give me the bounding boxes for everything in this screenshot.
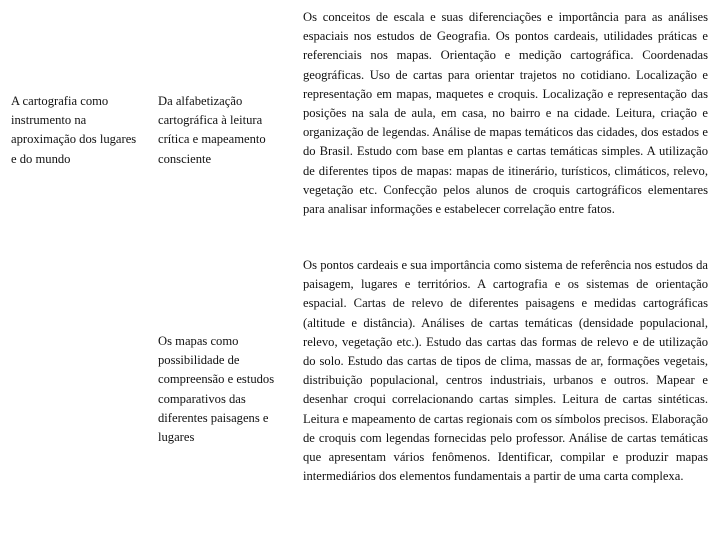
object-cell-2: Os mapas como possibilidade de compreensão e estudos comparativos das diferentes paisagens e lugares (158, 334, 275, 445)
skills-cell-2: Os pontos cardeais e sua importância como sistema de referência nos estudos da paisagem, lugares e territórios. A cartografia e os sistemas de orientação espacial. Cartas de relevo de diferentes paisagens e medidas cartográficas (altitude e distância). Análises de cartas temáticas (densidade populacional, relevo, vegetação etc.). Estudo das cartas das formas de relevo e de utilização do solo. Estudo das cartas de tipos de clima, massas de ar, formações vegetais, distribuição populacional, centros industriais, urbanos e outros. Mapear e desenhar croqui correlacionando cartas simples. Leitura de cartas sintéticas. Leitura e mapeamento de cartas regionais com os símbolos precisos. Elaboração de croquis com legendas fornecidas pelo professor. Análise de cartas temáticas que apresentam vários fenômenos. Identificar, compilar e produzir mapas intermediários dos elementos fundamentais a partir de uma carta complexa. (303, 258, 708, 484)
skills-cell-1: Os conceitos de escala e suas diferenciações e importância para as análises espaciais nos estudos de Geografia. Os pontos cardeais, utilidades práticas e referenciais nos mapas. Orientação e medição cartográfica. Coordenadas geográficas. Uso de cartas para orientar trajetos no cotidiano. Localização e representação em mapas, maquetes e croquis. Localização e representação das posições na sala de aula, em casa, no bairro e na cidade. Leitura, criação e organização de legendas. Análise de mapas temáticos das cidades, dos estados e do Brasil. Estudo com base em plantas e cartas temáticas simples. A utilização de diferentes tipos de mapas: mapas de itinerário, turísticos, climáticos, relevo, vegetação etc. Confecção pelos alunos de croquis cartográficos elementares para analisar informações e estabelecer correlação entre fatos. (303, 10, 708, 217)
object-cell-1: Da alfabetização cartográfica à leitura crítica e mapeamento consciente (158, 94, 266, 166)
unit-cell: A cartografia como instrumento na aproximação dos lugares e do mundo (11, 94, 137, 166)
